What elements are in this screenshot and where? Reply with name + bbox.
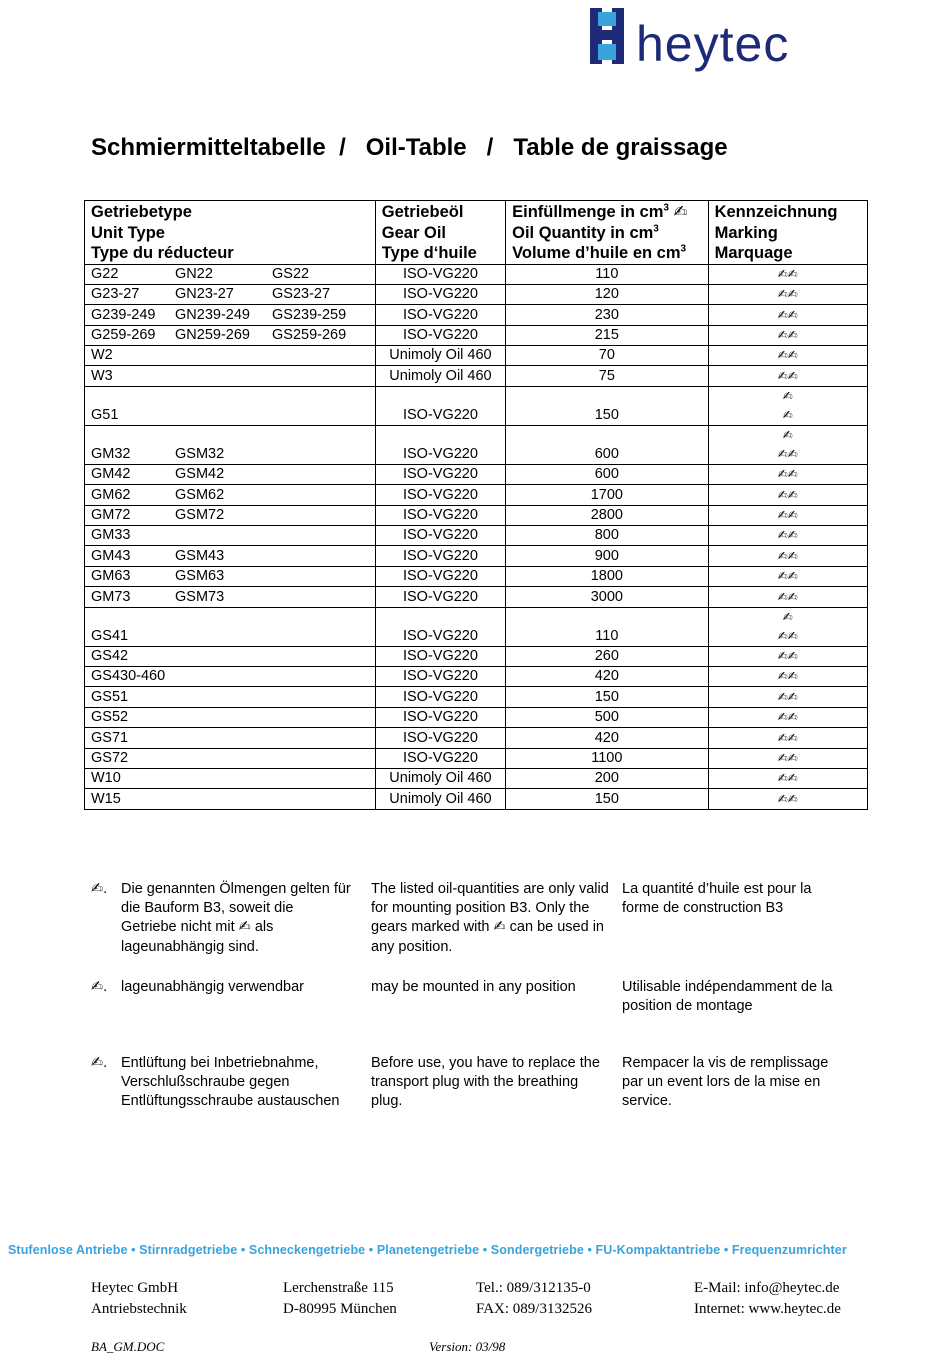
type-primary: GM62 <box>91 486 131 503</box>
cell-marking <box>708 728 867 748</box>
hand-writing-icon: ✍✍ <box>777 569 798 584</box>
type-primary: GM73 <box>91 588 131 605</box>
type-primary: GM33 <box>91 527 131 544</box>
type-tertiary: GS23-27 <box>272 286 331 303</box>
cell-quantity: 800 <box>506 526 708 546</box>
cell-marking <box>708 789 867 809</box>
cell-quantity: 150 <box>506 386 708 425</box>
cell-marking <box>708 646 867 666</box>
cell-quantity: 600 <box>506 464 708 484</box>
table-row <box>85 748 868 768</box>
cell-type <box>85 366 376 386</box>
table-row <box>85 485 868 505</box>
cell-type <box>85 485 376 505</box>
cell-type <box>85 546 376 566</box>
cell-oil: ISO-VG220 <box>375 707 505 727</box>
cell-type <box>85 607 376 646</box>
table-row <box>85 789 868 809</box>
hand-writing-icon: ✍✍ <box>777 348 798 363</box>
hand-writing-icon: ✍✍ <box>777 750 798 765</box>
type-primary: W15 <box>91 790 121 807</box>
cell-quantity: 420 <box>506 728 708 748</box>
document-filename: BA_GM.DOC <box>91 1339 165 1354</box>
document-version: Version: 03/98 <box>429 1339 506 1354</box>
type-primary: GM42 <box>91 466 131 483</box>
table-row <box>85 366 868 386</box>
cell-quantity: 230 <box>506 305 708 325</box>
type-primary: GS430-460 <box>91 668 166 685</box>
cell-quantity: 150 <box>506 687 708 707</box>
cell-type <box>85 284 376 304</box>
hand-writing-icon: ✍. <box>91 1055 108 1071</box>
cell-marking <box>708 768 867 788</box>
cell-marking <box>708 485 867 505</box>
type-primary: GS72 <box>91 749 129 766</box>
type-secondary: GSM42 <box>175 466 225 483</box>
cell-marking <box>708 305 867 325</box>
cell-marking <box>708 464 867 484</box>
cell-oil: ISO-VG220 <box>375 546 505 566</box>
cell-oil: ISO-VG220 <box>375 485 505 505</box>
table-row <box>85 728 868 748</box>
cell-oil: ISO-VG220 <box>375 587 505 607</box>
logo-wordmark: heytec <box>636 16 790 72</box>
cell-type <box>85 707 376 727</box>
table-row <box>85 546 868 566</box>
table-row <box>85 346 868 366</box>
cell-oil: ISO-VG220 <box>375 748 505 768</box>
hand-writing-icon: ✍ <box>782 609 793 624</box>
table-row <box>85 646 868 666</box>
cell-type <box>85 305 376 325</box>
type-primary: GS41 <box>91 627 129 644</box>
cell-quantity: 110 <box>506 607 708 646</box>
cell-type <box>85 464 376 484</box>
table-row <box>85 526 868 546</box>
cell-type <box>85 687 376 707</box>
cell-marking <box>708 587 867 607</box>
oil-table <box>84 200 868 810</box>
cell-quantity: 1100 <box>506 748 708 768</box>
type-secondary: GSM62 <box>175 486 225 503</box>
cell-type <box>85 346 376 366</box>
cell-quantity: 420 <box>506 666 708 686</box>
cell-type <box>85 646 376 666</box>
table-row <box>85 587 868 607</box>
cell-type <box>85 566 376 586</box>
cell-marking <box>708 325 867 345</box>
type-secondary: GN239-249 <box>175 306 250 323</box>
hand-writing-icon: ✍✍ <box>777 287 798 302</box>
type-primary: GM43 <box>91 547 131 564</box>
footnote-en: The listed oil-quantities are only valid for mounting position B3. Only the gears marked with ✍ can be used in any position. <box>371 881 609 955</box>
table-row <box>85 284 868 304</box>
hand-writing-icon: ✍✍ <box>777 487 798 502</box>
cell-oil: Unimoly Oil 460 <box>375 366 505 386</box>
footnotes <box>91 880 871 1150</box>
type-tertiary: GS259-269 <box>272 327 347 344</box>
cell-marking <box>708 264 867 284</box>
cell-oil: Unimoly Oil 460 <box>375 789 505 809</box>
type-primary: G239-249 <box>91 306 156 323</box>
cell-quantity: 260 <box>506 646 708 666</box>
cell-marking <box>708 366 867 386</box>
cell-oil: Unimoly Oil 460 <box>375 346 505 366</box>
cell-quantity: 70 <box>506 346 708 366</box>
footer-company: Heytec GmbH Antriebstechnik <box>91 1280 187 1317</box>
hand-writing-icon: ✍ <box>782 407 793 422</box>
hand-writing-icon: ✍ <box>673 203 688 221</box>
cell-type <box>85 526 376 546</box>
table-row <box>85 566 868 586</box>
cell-marking <box>708 566 867 586</box>
type-secondary: GSM43 <box>175 547 225 564</box>
type-primary: W3 <box>91 367 113 384</box>
hand-writing-icon: ✍✍ <box>777 648 798 663</box>
type-secondary: GN22 <box>175 265 213 282</box>
type-primary: GS52 <box>91 709 129 726</box>
header-marking: Kennzeichnung Marking Marquage <box>708 201 867 265</box>
hand-writing-icon: ✍✍ <box>777 508 798 523</box>
cell-quantity: 600 <box>506 425 708 464</box>
cell-quantity: 500 <box>506 707 708 727</box>
hand-writing-icon: ✍✍ <box>777 669 798 684</box>
cell-oil: ISO-VG220 <box>375 284 505 304</box>
cell-oil: ISO-VG220 <box>375 687 505 707</box>
table-row <box>85 687 868 707</box>
hand-writing-icon: ✍✍ <box>777 328 798 343</box>
cell-type <box>85 666 376 686</box>
cell-oil: Unimoly Oil 460 <box>375 768 505 788</box>
footnote-fr: Rempacer la vis de remplissage par un event lors de la mise en service. <box>622 1055 829 1110</box>
cell-marking <box>708 386 867 425</box>
cell-quantity: 110 <box>506 264 708 284</box>
header-quantity: Einfüllmenge in $cm^3$ ✍ Oil Quantity in $cm^3$ Volume d’huile en $cm^3$ <box>506 201 708 265</box>
cell-quantity: 75 <box>506 366 708 386</box>
table-row <box>85 386 868 425</box>
cell-quantity: 215 <box>506 325 708 345</box>
cell-quantity: 1800 <box>506 566 708 586</box>
product-banner: Stufenlose Antriebe • Stirnradgetriebe • Schneckengetriebe • Planetengetriebe • Sondergetriebe • FU-Kompaktantriebe • Frequenzumrichter <box>8 1243 847 1257</box>
type-primary: G51 <box>91 406 119 423</box>
cell-marking <box>708 707 867 727</box>
cell-oil: ISO-VG220 <box>375 425 505 464</box>
table-row <box>85 305 868 325</box>
type-secondary: GSM72 <box>175 507 225 524</box>
type-primary: G22 <box>91 265 119 282</box>
table-row <box>85 425 868 464</box>
hand-writing-icon: ✍✍ <box>777 548 798 563</box>
footnote-2 <box>91 978 871 1018</box>
cell-quantity: 3000 <box>506 587 708 607</box>
hand-writing-icon: ✍✍ <box>777 446 798 461</box>
hand-writing-icon: ✍✍ <box>777 791 798 806</box>
cell-marking <box>708 687 867 707</box>
table-row <box>85 464 868 484</box>
type-tertiary: GS22 <box>272 265 310 282</box>
type-primary: GS42 <box>91 647 129 664</box>
type-tertiary: GS239-259 <box>272 306 347 323</box>
cell-type <box>85 789 376 809</box>
table-row <box>85 325 868 345</box>
cell-type <box>85 587 376 607</box>
hand-writing-icon: ✍✍ <box>777 307 798 322</box>
cell-oil: ISO-VG220 <box>375 505 505 525</box>
cell-marking <box>708 607 867 646</box>
cell-type <box>85 325 376 345</box>
type-primary: W10 <box>91 770 121 787</box>
table-row <box>85 666 868 686</box>
type-primary: GS51 <box>91 688 129 705</box>
hand-writing-icon: ✍✍ <box>777 771 798 786</box>
type-primary: W2 <box>91 347 113 364</box>
cell-type <box>85 748 376 768</box>
hand-writing-icon: ✍✍ <box>777 589 798 604</box>
cell-type <box>85 768 376 788</box>
footnote-en: Before use, you have to replace the transport plug with the breathing plug. <box>371 1055 600 1110</box>
cell-oil: ISO-VG220 <box>375 325 505 345</box>
cell-oil: ISO-VG220 <box>375 526 505 546</box>
type-primary: G23-27 <box>91 286 140 303</box>
cell-marking <box>708 346 867 366</box>
footnote-en: may be mounted in any position <box>371 979 576 995</box>
cell-oil: ISO-VG220 <box>375 728 505 748</box>
table-row <box>85 707 868 727</box>
footnote-3 <box>91 1054 871 1132</box>
cell-oil: ISO-VG220 <box>375 607 505 646</box>
hand-writing-icon: ✍✍ <box>777 368 798 383</box>
table-row <box>85 607 868 646</box>
cell-marking <box>708 526 867 546</box>
cell-quantity: 120 <box>506 284 708 304</box>
cell-oil: ISO-VG220 <box>375 666 505 686</box>
type-secondary: GN259-269 <box>175 327 250 344</box>
type-primary: GS71 <box>91 729 129 746</box>
cell-oil: ISO-VG220 <box>375 305 505 325</box>
cell-quantity: 200 <box>506 768 708 788</box>
cell-marking <box>708 666 867 686</box>
cell-type <box>85 386 376 425</box>
cell-quantity: 900 <box>506 546 708 566</box>
footer-phone: Tel.: 089/312135-0 FAX: 089/3132526 <box>476 1280 592 1317</box>
cell-marking <box>708 546 867 566</box>
cell-oil: ISO-VG220 <box>375 646 505 666</box>
table-header-row <box>85 201 868 265</box>
type-secondary: GSM73 <box>175 588 225 605</box>
footnote-1 <box>91 880 871 958</box>
page-title: Schmiermitteltabelle / Oil-Table / Table de graissage <box>91 134 728 161</box>
hand-writing-icon: ✍✍ <box>777 467 798 482</box>
type-secondary: GSM32 <box>175 445 225 462</box>
cell-type <box>85 505 376 525</box>
hand-writing-icon: ✍. <box>91 881 108 897</box>
cell-oil: ISO-VG220 <box>375 566 505 586</box>
cell-marking <box>708 425 867 464</box>
cell-type <box>85 728 376 748</box>
type-secondary: GN23-27 <box>175 286 234 303</box>
type-primary: GM72 <box>91 507 131 524</box>
cell-quantity: 1700 <box>506 485 708 505</box>
table-row <box>85 505 868 525</box>
cell-marking <box>708 284 867 304</box>
footnote-fr: La quantité d’huile est pour la forme de construction B3 <box>622 881 812 917</box>
type-primary: G259-269 <box>91 327 156 344</box>
hand-writing-icon: ✍✍ <box>777 628 798 643</box>
hand-writing-icon: ✍ <box>782 427 793 442</box>
footnote-de: Die genannten Ölmengen gelten für die Bauform B3, soweit die Getriebe nicht mit ✍ als lageunabhängig sind. <box>121 881 351 955</box>
cell-oil: ISO-VG220 <box>375 386 505 425</box>
hand-writing-icon: ✍✍ <box>777 528 798 543</box>
table-row <box>85 264 868 284</box>
footnote-de: Entlüftung bei Inbetriebnahme, Verschlußschraube gegen Entlüftungsschraube austauschen <box>121 1055 340 1110</box>
cell-marking <box>708 748 867 768</box>
hand-writing-icon: ✍✍ <box>777 266 798 281</box>
cell-quantity: 2800 <box>506 505 708 525</box>
cell-quantity: 150 <box>506 789 708 809</box>
type-secondary: GSM63 <box>175 568 225 585</box>
hand-writing-icon: ✍✍ <box>777 730 798 745</box>
hand-writing-icon: ✍✍ <box>777 710 798 725</box>
hand-writing-icon: ✍. <box>91 979 108 995</box>
cell-oil: ISO-VG220 <box>375 264 505 284</box>
footer-address: Lerchenstraße 115 D-80995 München <box>283 1280 397 1317</box>
type-primary: GM32 <box>91 445 131 462</box>
footnote-fr: Utilisable indépendamment de la position de montage <box>622 979 833 1015</box>
cell-type <box>85 425 376 464</box>
cell-marking <box>708 505 867 525</box>
header-oil: Getriebeöl Gear Oil Type d‘huile <box>375 201 505 265</box>
type-primary: GM63 <box>91 568 131 585</box>
cell-oil: ISO-VG220 <box>375 464 505 484</box>
hand-writing-icon: ✍ <box>782 388 793 403</box>
header-type: Getriebetype Unit Type Type du réducteur <box>85 201 376 265</box>
table-row <box>85 768 868 788</box>
footnote-de: lageunabhängig verwendbar <box>121 979 305 995</box>
hand-writing-icon: ✍✍ <box>777 689 798 704</box>
cell-type <box>85 264 376 284</box>
footer-web: E-Mail: info@heytec.de Internet: www.heytec.de <box>694 1280 841 1317</box>
